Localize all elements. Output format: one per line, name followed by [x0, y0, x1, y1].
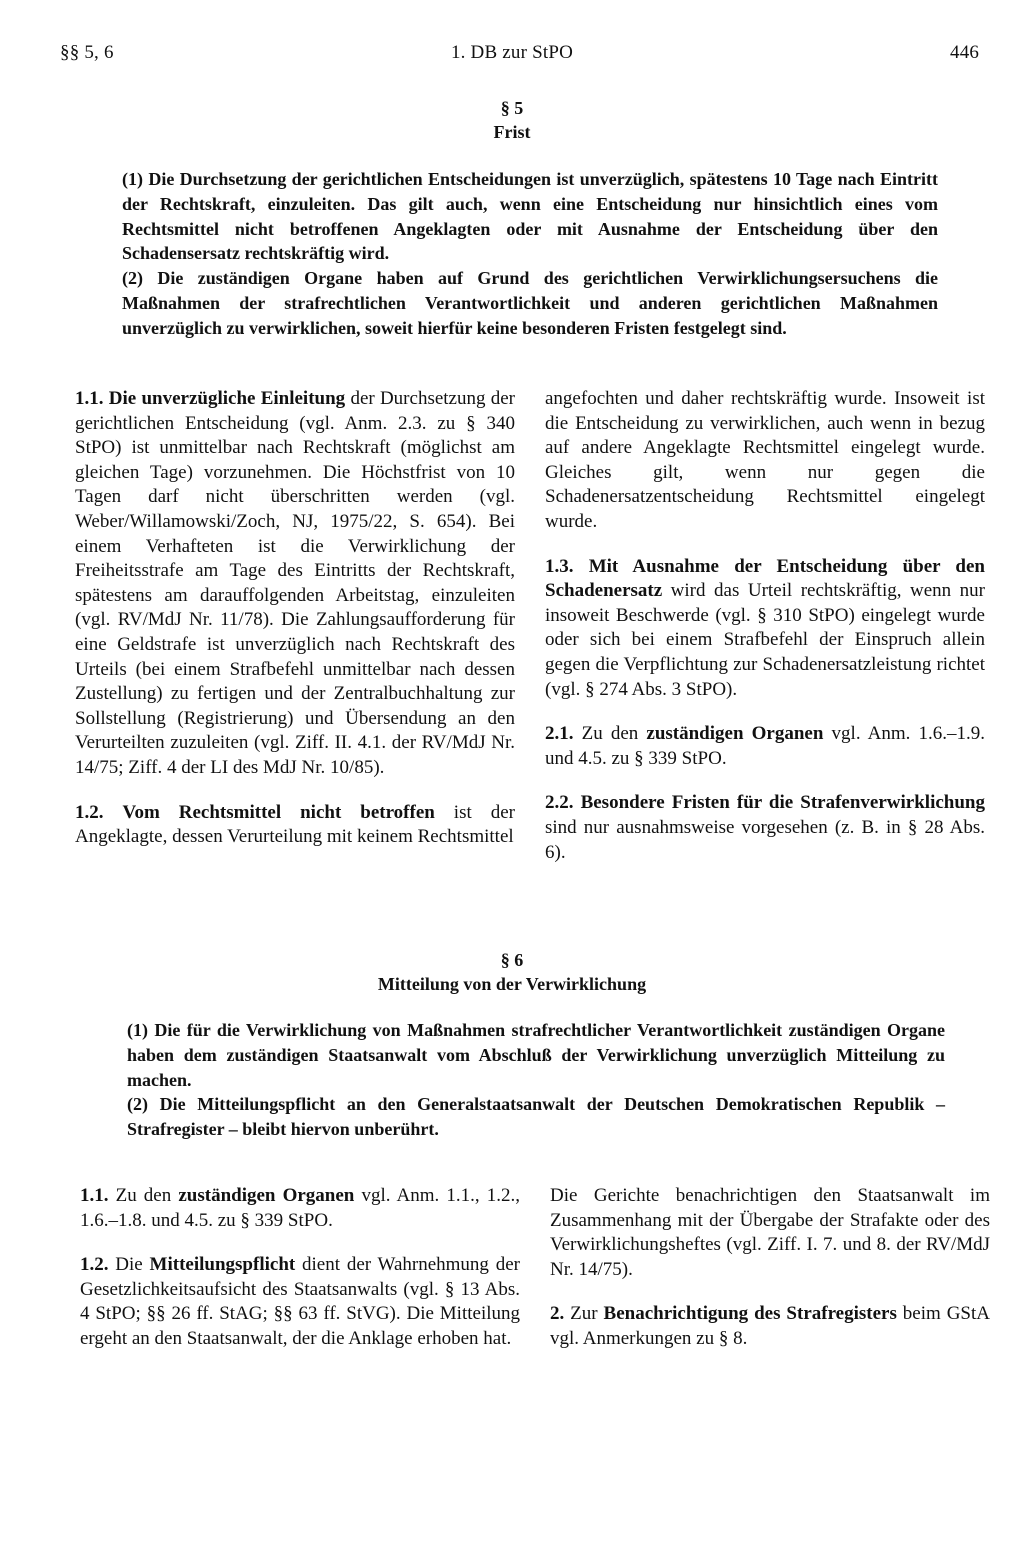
note-text: Zu den: [573, 723, 647, 745]
section-5-number: § 5: [500, 98, 524, 118]
note-6-1-2: [80, 1253, 520, 1351]
note-text: der Durchsetzung der gerichtlichen Entscheidung (vgl. Anm. 2.3. zu § 340 StPO) ist unmittelbar nach Rechtskraft (möglichst am gleichen Tage) vorzunehmen. Die Höchstfrist von 10 Tagen darf nicht überschritten werden (vgl. Weber/Willamowski/Zoch, NJ, 1975/22, S. 654). Bei einem Verhafteten ist die Verwirklichung der Freiheitsstrafe am Tage des Eintritts der Rechtskraft, spätestens am darauffolgenden Arbeitstag, einzuleiten (vgl. RV/MdJ Nr. 11/78). Die Zahlungsaufforderung für eine Geldstrafe ist unverzüglich nach Rechtskraft des Urteils (bei einem Strafbefehl unmittelbar nach dessen Zustellung) zu fertigen und der Zentralbuchhaltung zur Sollstellung (Registrierung) und Übersendung an den Verurteilten zuzuleiten (vgl. Ziff. II. 4.1. der RV/MdJ Nr. 14/75; Ziff. 4 der LI des MdJ Nr. 10/85).: [75, 388, 516, 778]
section-6-notes-left-column: [80, 1184, 520, 1352]
note-number: 1.1.: [80, 1185, 109, 1206]
note-number: 2.2.: [545, 792, 574, 814]
section-5-title: Frist: [493, 122, 531, 142]
section-5-notes-right-column: [545, 387, 985, 865]
note-text: ist der Angeklagte, dessen Verurteilung mit keinem Rechtsmittel: [75, 801, 515, 848]
section-6-law-text: [127, 1018, 945, 1142]
note-text: sind nur ausnahmsweise vorgesehen (z. B. in § 28 Abs. 6).: [545, 816, 985, 863]
note-keyword: Vom Rechtsmittel nicht betroffen: [122, 801, 435, 823]
section-5-notes-left-column: [75, 387, 515, 850]
note-text: Zur: [564, 1303, 604, 1325]
note-text: vgl. Anm. 1.1., 1.2., 1.6.–1.8. und 4.5. zu § 339 StPO.: [80, 1185, 520, 1231]
section-6-paragraph-1: (1) Die für die Verwirklichung von Maßnahmen strafrechtlicher Verantwortlichkeit zuständigen Organe haben dem zuständigen Staatsanwalt vom Abschluß der Verwirklichung unverzüglich Mitteilung zu machen.: [127, 1020, 945, 1090]
header-title: 1. DB zur StPO: [450, 42, 574, 63]
note-6-2: [550, 1302, 990, 1351]
header-section-ref: §§ 5, 6: [60, 42, 114, 63]
note-5-1-3: [545, 555, 985, 703]
section-5-law-text: [122, 167, 938, 341]
note-text: beim GStA vgl. Anmerkungen zu § 8.: [550, 1303, 990, 1349]
note-5-2-2: [545, 791, 985, 865]
note-number: 2.1.: [545, 723, 574, 745]
note-text: Die: [108, 1254, 150, 1276]
note-6-1-1: [80, 1184, 520, 1233]
note-keyword: zuständigen Organen: [178, 1185, 355, 1206]
note-keyword: Benachrichtigung des Strafregisters: [603, 1303, 897, 1325]
note-5-2-1: [545, 722, 985, 771]
section-6-paragraph-2: (2) Die Mitteilungspflicht an den Generalstaatsanwalt der Deutschen Demokratischen Republik – Strafregister – bleibt hiervon unberührt.: [127, 1094, 945, 1140]
note-text: wird das Urteil rechtskräftig, wenn nur insoweit Beschwerde (vgl. § 310 StPO) eingelegt wurde oder sich bei einem Strafbefehl der Einspruch allein gegen die Verpflichtung zur Schadenersatzleistung richtet (vgl. § 274 Abs. 3 StPO).: [545, 580, 985, 700]
section-5-paragraph-2: (2) Die zuständigen Organe haben auf Grund des gerichtlichen Verwirklichungsersuchens die Maßnahmen der strafrechtlichen Verantwortlichkeit und anderen gerichtlichen Maßnahmen unverzüglich zu verwirklichen, soweit hierfür keine besonderen Fristen festgelegt sind.: [122, 268, 938, 338]
section-6-number: § 6: [500, 950, 524, 970]
note-keyword: zuständigen Organen: [646, 723, 824, 745]
note-5-1-1: [75, 387, 515, 781]
note-keyword: Besondere Fristen für die Strafenverwirklichung: [580, 792, 985, 814]
note-5-1-2-continued: angefochten und daher rechtskräftig wurde. Insoweit ist die Entscheidung zu verwirklichen, auch wenn in bezug auf andere Angeklagte Rechtsmittel eingelegt wurde. Gleiches gilt, wenn nur gegen die Schadenersatzentscheidung Rechtsmittel eingelegt wurde.: [545, 388, 985, 532]
page-number: 446: [950, 42, 980, 63]
note-text: dient der Wahrnehmung der Gesetzlichkeitsaufsicht des Staatsanwalts (vgl. § 13 Abs. 4 StPO; §§ 26 ff. StAG; §§ 63 ff. StVG). Die Mitteilung ergeht an den Staatsanwalt, der die Anklage erhoben hat.: [80, 1254, 520, 1349]
note-6-1-2-continued: Die Gerichte benachrichtigen den Staatsanwalt im Zusammenhang mit der Übergabe der Strafakte oder des Verwirklichungsheftes (vgl. Ziff. I. 7. und 8. der RV/MdJ Nr. 14/75).: [550, 1185, 990, 1280]
note-5-1-2: [75, 801, 515, 850]
note-number: 1.1.: [75, 388, 104, 409]
section-6-notes-right-column: [550, 1184, 990, 1352]
note-text: Zu den: [108, 1185, 179, 1206]
note-number: 2.: [550, 1303, 565, 1325]
note-text: vgl. Anm. 1.6.–1.9. und 4.5. zu § 339 StPO.: [545, 723, 985, 769]
note-keyword: Mitteilungspflicht: [149, 1254, 296, 1276]
note-number: 1.3.: [545, 555, 574, 577]
note-keyword: Mit Ausnahme der Entscheidung über den Schadenersatz: [545, 555, 986, 602]
note-number: 1.2.: [80, 1254, 109, 1276]
section-5-paragraph-1: (1) Die Durchsetzung der gerichtlichen Entscheidungen ist unverzüglich, spätestens 10 Tage nach Eintritt der Rechtskraft, einzuleiten. Das gilt auch, wenn eine Entscheidung nur hinsichtlich eines vom Rechtsmittel nicht betroffenen Angeklagten oder mit Ausnahme der Entscheidung über den Schadensersatz rechtskräftig wird.: [122, 169, 938, 264]
note-keyword: Die unverzügliche Einleitung: [108, 388, 346, 409]
section-6-title: Mitteilung von der Verwirklichung: [377, 974, 647, 994]
note-number: 1.2.: [75, 801, 104, 823]
